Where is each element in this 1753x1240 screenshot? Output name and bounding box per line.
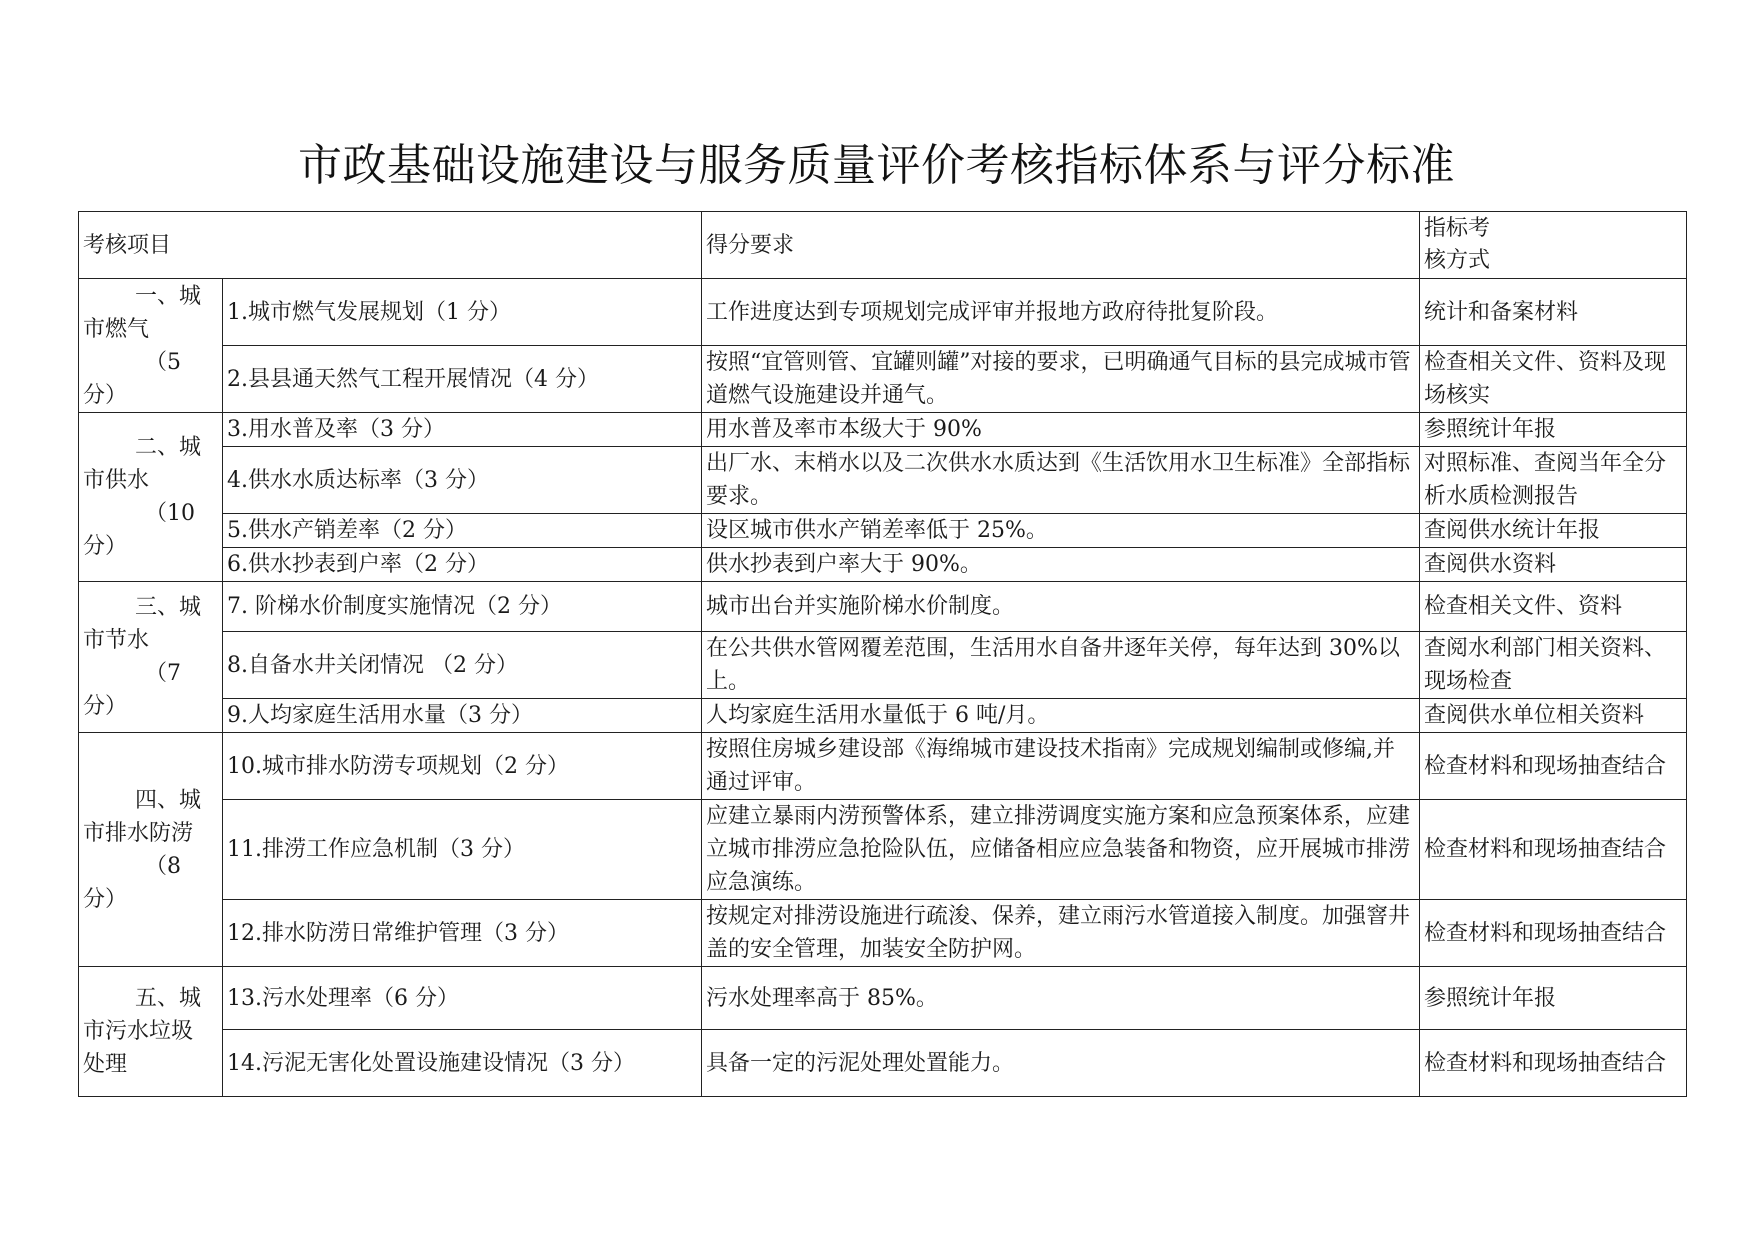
item-cell: 3.用水普及率（3 分） <box>223 413 702 447</box>
item-cell: 9.人均家庭生活用水量（3 分） <box>223 699 702 733</box>
item-cell: 10.城市排水防涝专项规划（2 分） <box>223 733 702 800</box>
group-cell-sewage-waste <box>79 967 223 1097</box>
requirement-cell: 人均家庭生活用水量低于 6 吨/月。 <box>702 699 1420 733</box>
table-header-row <box>79 212 1687 279</box>
table-row <box>79 447 1687 514</box>
group-line: 市燃气 <box>83 316 150 342</box>
table-row <box>79 346 1687 413</box>
table-row <box>79 279 1687 346</box>
requirement-cell: 在公共供水管网覆差范围，生活用水自备井逐年关停，每年达到 30%以上。 <box>702 632 1420 699</box>
requirement-cell: 污水处理率高于 85%。 <box>702 967 1420 1030</box>
header-method-line2: 核方式 <box>1424 248 1491 273</box>
requirement-cell: 城市出台并实施阶梯水价制度。 <box>702 582 1420 632</box>
table-row <box>79 514 1687 548</box>
group-line: （8 <box>145 853 181 879</box>
item-cell: 7. 阶梯水价制度实施情况（2 分） <box>223 582 702 632</box>
group-line: 四、城 <box>135 787 202 813</box>
group-cell-water-supply <box>79 413 223 582</box>
group-cell-gas <box>79 279 223 413</box>
requirement-cell: 出厂水、末梢水以及二次供水水质达到《生活饮用水卫生标准》全部指标要求。 <box>702 447 1420 514</box>
header-score-requirement: 得分要求 <box>702 212 1420 279</box>
group-line: 分） <box>83 382 128 408</box>
group-line: 三、城 <box>135 595 202 620</box>
item-cell: 12.排水防涝日常维护管理（3 分） <box>223 900 702 967</box>
group-line: 分） <box>83 694 128 719</box>
group-line: 市供水 <box>83 468 150 493</box>
item-cell: 11.排涝工作应急机制（3 分） <box>223 800 702 900</box>
item-cell: 2.县县通天然气工程开展情况（4 分） <box>223 346 702 413</box>
table-row <box>79 699 1687 733</box>
requirement-cell: 具备一定的污泥处理处置能力。 <box>702 1030 1420 1097</box>
table-row <box>79 582 1687 632</box>
group-line: 市节水 <box>83 628 150 653</box>
group-line: （10 <box>145 501 195 526</box>
group-line: 分） <box>83 886 128 912</box>
header-method-line1: 指标考 <box>1424 216 1491 241</box>
item-cell: 13.污水处理率（6 分） <box>223 967 702 1030</box>
group-line: 市污水垃圾 <box>83 1019 194 1044</box>
method-cell: 检查材料和现场抽查结合 <box>1420 733 1687 800</box>
group-line: 二、城 <box>135 435 202 460</box>
table-row <box>79 632 1687 699</box>
header-assessment-method <box>1420 212 1687 279</box>
group-cell-drainage <box>79 733 223 967</box>
group-line: 一、城 <box>135 283 202 309</box>
item-cell: 8.自备水井关闭情况 （2 分） <box>223 632 702 699</box>
table-row <box>79 900 1687 967</box>
group-line: 处理 <box>83 1052 128 1077</box>
item-cell: 1.城市燃气发展规划（1 分） <box>223 279 702 346</box>
method-cell: 对照标准、查阅当年全分析水质检测报告 <box>1420 447 1687 514</box>
table-row <box>79 800 1687 900</box>
requirement-cell: 按照住房城乡建设部《海绵城市建设技术指南》完成规划编制或修编,并通过评审。 <box>702 733 1420 800</box>
requirement-cell: 设区城市供水产销差率低于 25%。 <box>702 514 1420 548</box>
method-cell: 检查相关文件、资料及现场核实 <box>1420 346 1687 413</box>
group-line: （7 <box>145 661 181 686</box>
method-cell: 查阅供水单位相关资料 <box>1420 699 1687 733</box>
requirement-cell: 工作进度达到专项规划完成评审并报地方政府待批复阶段。 <box>702 279 1420 346</box>
method-cell: 参照统计年报 <box>1420 967 1687 1030</box>
requirement-cell: 按照“宜管则管、宜罐则罐”对接的要求，已明确通气目标的县完成城市管道燃气设施建设并通气。 <box>702 346 1420 413</box>
document-title: 市政基础设施建设与服务质量评价考核指标体系与评分标准 <box>298 140 1455 191</box>
table-row <box>79 733 1687 800</box>
method-cell: 统计和备案材料 <box>1420 279 1687 346</box>
group-line: 五、城 <box>135 986 202 1011</box>
item-cell: 4.供水水质达标率（3 分） <box>223 447 702 514</box>
item-cell: 14.污泥无害化处置设施建设情况（3 分） <box>223 1030 702 1097</box>
requirement-cell: 供水抄表到户率大于 90%。 <box>702 548 1420 582</box>
method-cell: 查阅供水统计年报 <box>1420 514 1687 548</box>
table-row <box>79 548 1687 582</box>
method-cell: 查阅供水资料 <box>1420 548 1687 582</box>
group-line: 市排水防涝 <box>83 820 194 846</box>
method-cell: 查阅水利部门相关资料、现场检查 <box>1420 632 1687 699</box>
item-cell: 6.供水抄表到户率（2 分） <box>223 548 702 582</box>
method-cell: 参照统计年报 <box>1420 413 1687 447</box>
method-cell: 检查材料和现场抽查结合 <box>1420 1030 1687 1097</box>
evaluation-table <box>78 211 1687 1097</box>
method-cell: 检查相关文件、资料 <box>1420 582 1687 632</box>
method-cell: 检查材料和现场抽查结合 <box>1420 800 1687 900</box>
table-row <box>79 967 1687 1030</box>
group-cell-water-saving <box>79 582 223 733</box>
requirement-cell: 用水普及率市本级大于 90% <box>702 413 1420 447</box>
requirement-cell: 应建立暴雨内涝预警体系，建立排涝调度实施方案和应急预案体系，应建立城市排涝应急抢险队伍，应储备相应应急装备和物资，应开展城市排涝应急演练。 <box>702 800 1420 900</box>
table-row <box>79 413 1687 447</box>
group-line: （5 <box>145 349 181 375</box>
item-cell: 5.供水产销差率（2 分） <box>223 514 702 548</box>
header-assessment-item: 考核项目 <box>79 212 702 279</box>
requirement-cell: 按规定对排涝设施进行疏浚、保养，建立雨污水管道接入制度。加强窨井盖的安全管理，加装安全防护网。 <box>702 900 1420 967</box>
table-row <box>79 1030 1687 1097</box>
method-cell: 检查材料和现场抽查结合 <box>1420 900 1687 967</box>
group-line: 分） <box>83 534 128 559</box>
